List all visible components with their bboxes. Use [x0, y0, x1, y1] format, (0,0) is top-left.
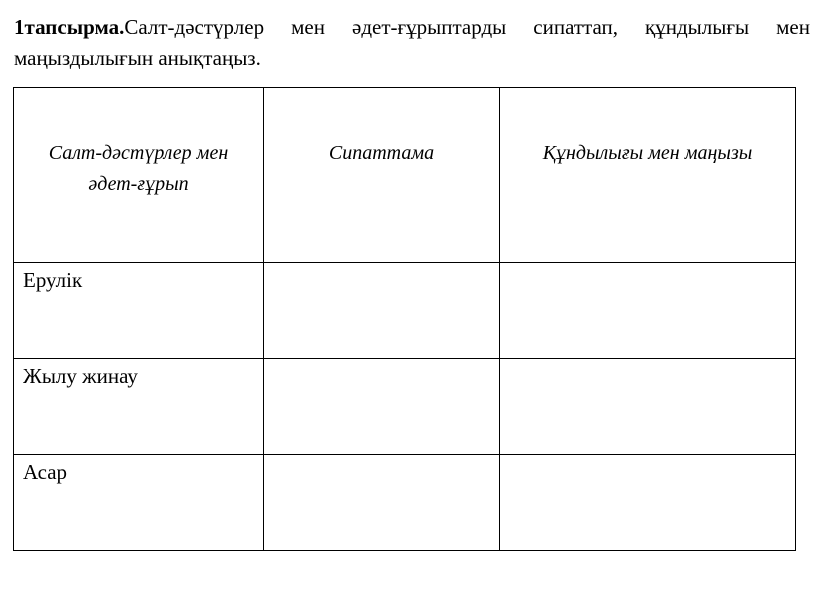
- task-statement: [14, 12, 810, 74]
- header-traditions: Салт-дәстүрлер мен әдет-ғұрып: [14, 88, 264, 263]
- header-description: Сипаттама: [264, 88, 500, 263]
- table-row: [14, 263, 796, 359]
- table-row: [14, 455, 796, 551]
- row-name: Асар: [23, 460, 68, 484]
- traditions-table: [13, 87, 796, 551]
- description-cell[interactable]: [264, 263, 500, 359]
- description-cell[interactable]: [264, 455, 500, 551]
- row-name: Ерулік: [23, 268, 83, 292]
- row-name: Жылу жинау: [23, 364, 138, 388]
- description-cell[interactable]: [264, 359, 500, 455]
- row-name-cell: [14, 263, 264, 359]
- table-row: [14, 359, 796, 455]
- value-cell[interactable]: [500, 263, 796, 359]
- value-cell[interactable]: [500, 455, 796, 551]
- header-value: Құндылығы мен маңызы: [500, 88, 796, 263]
- value-cell[interactable]: [500, 359, 796, 455]
- row-name-cell: [14, 359, 264, 455]
- task-text: Салт-дәстүрлер мен әдет-ғұрыптарды сипаттап, құндылығы мен маңыздылығын анықтаңыз.: [14, 15, 810, 70]
- row-name-cell: [14, 455, 264, 551]
- task-label: 1тапсырма.: [14, 15, 125, 39]
- table-header-row: [14, 88, 796, 263]
